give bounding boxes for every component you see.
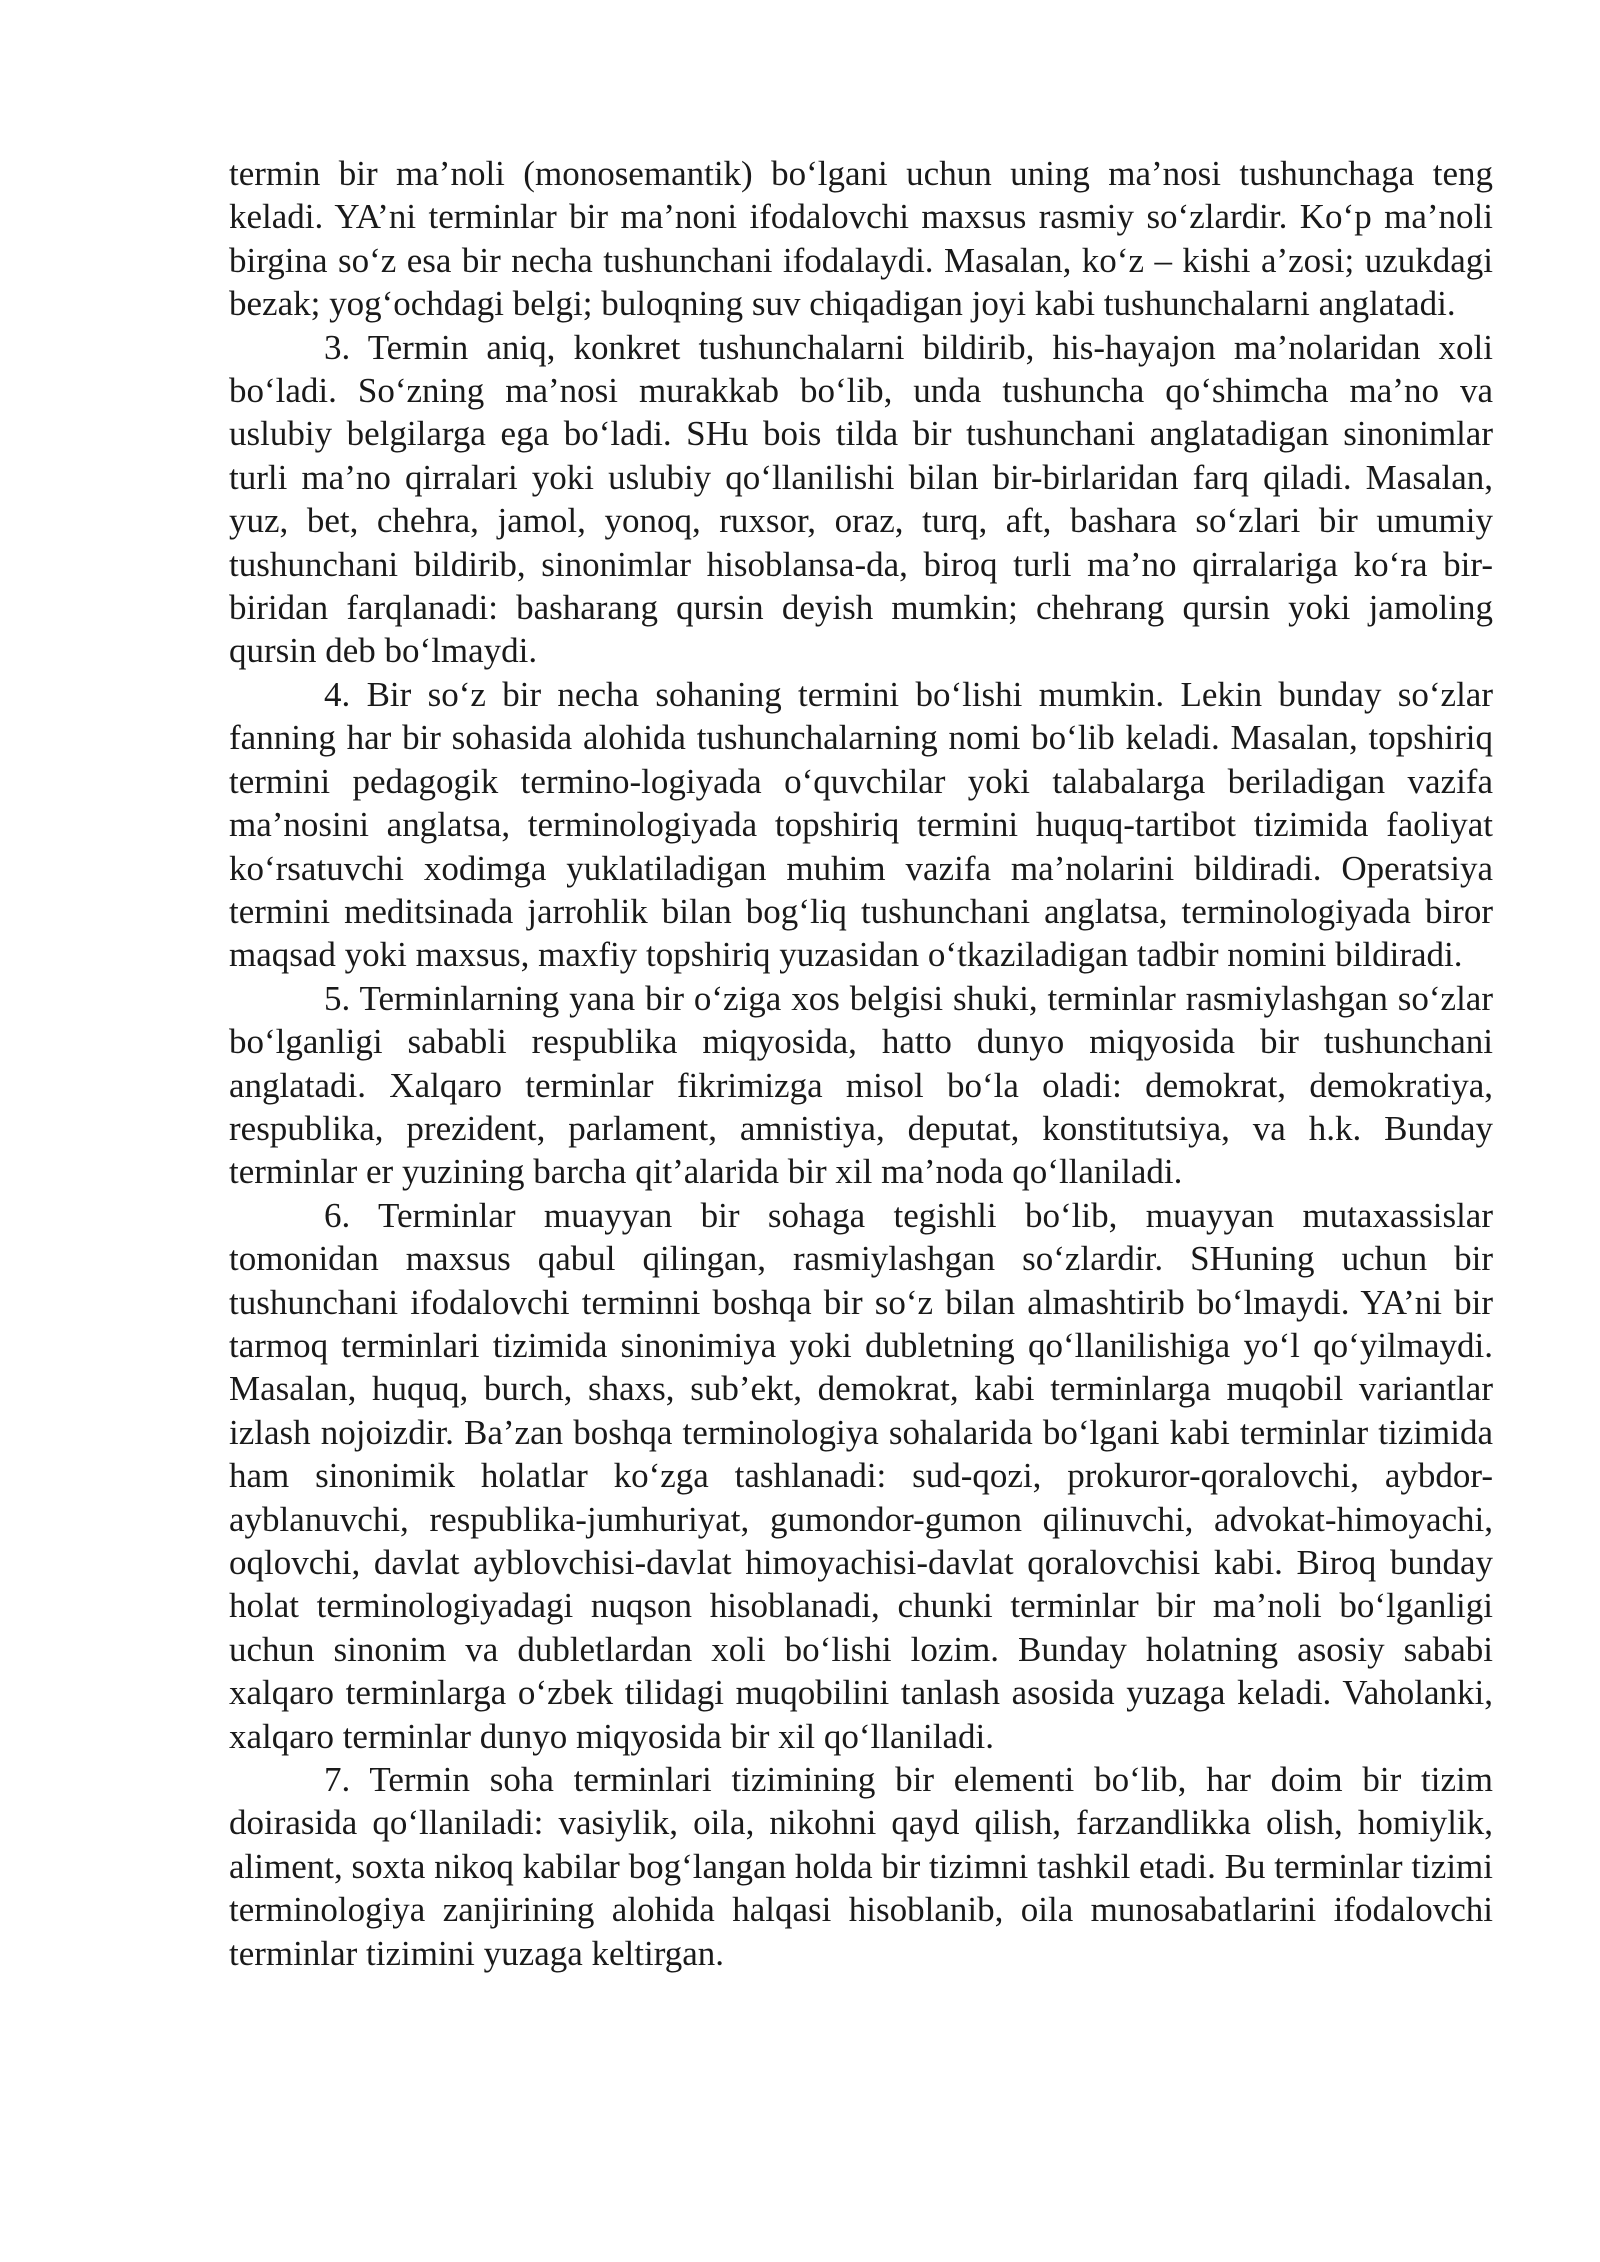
paragraph-point-6: 6. Terminlar muayyan bir sohaga tegishli bo‘lib, muayyan mutaxassislar tomonidan maxsus qabul qilingan, rasmiylashgan so‘zlardir. SHuning uchun bir tushunchani ifodalovchi terminni boshqa bir so‘z bilan almashtirib bo‘lmaydi. YA’ni bir tarmoq terminlari tizimida sinonimiya yoki dubletning qo‘llanilishiga yo‘l qo‘yilmaydi. Masalan, huquq, burch, shaxs, sub’ekt, demokrat, kabi terminlarga muqobil variantlar izlash nojoizdir. Ba’zan boshqa terminologiya sohalarida bo‘lgani kabi terminlar tizimida ham sinonimik holatlar ko‘zga tashlanadi: sud-qozi, prokuror-qoralovchi, aybdor-ayblanuvchi, respublika-jumhuriyat, gumondor-gumon qilinuvchi, advokat-himoyachi, oqlovchi, davlat ayblovchisi-davlat himoyachisi-davlat qoralovchisi kabi. Biroq bunday holat terminologiyadagi nuqson hisoblanadi, chunki terminlar bir ma’noli bo‘lganligi uchun sinonim va dubletlardan xoli bo‘lishi lozim. Bunday holatning asosiy sababi xalqaro terminlarga o‘zbek tilidagi muqobilini tanlash asosida yuzaga keladi. Vaholanki, xalqaro terminlar dunyo miqyosida bir xil qo‘llaniladi. [229, 1195, 1493, 1756]
paragraph-point-3: 3. Termin aniq, konkret tushunchalarni bildirib, his-hayajon ma’nolaridan xoli bo‘ladi. So‘zning ma’nosi murakkab bo‘lib, unda tushuncha qo‘shimcha ma’no va uslubiy belgilarga ega bo‘ladi. SHu bois tilda bir tushunchani anglatadigan sinonimlar turli ma’no qirralari yoki uslubiy qo‘llanilishi bilan bir-birlaridan farq qiladi. Masalan, yuz, bet, chehra, jamol, yonoq, ruxsor, oraz, turq, aft, bashara so‘zlari bir umumiy tushunchani bildirib, sinonimlar hisoblansa-da, biroq turli ma’no qirralariga ko‘ra bir-biridan farqlanadi: basharang qursin deyish mumkin; chehrang qursin yoki jamoling qursin deb bo‘lmaydi. [229, 327, 1493, 671]
paragraph-point-4: 4. Bir so‘z bir necha sohaning termini bo‘lishi mumkin. Lekin bunday so‘zlar fanning har bir sohasida alohida tushunchalarning nomi bo‘lib keladi. Masalan, topshiriq termini pedagogik termino-logiyada o‘quvchilar yoki talabalarga beriladigan vazifa ma’nosini anglatsa, terminologiyada topshiriq termini huquq-tartibot tizimida faoliyat ko‘rsatuvchi xodimga yuklatiladigan muhim vazifa ma’nolarini bildiradi. Operatsiya termini meditsinada jarrohlik bilan bog‘liq tushunchani anglatsa, terminologiyada biror maqsad yoki maxsus, maxfiy topshiriq yuzasidan o‘tkaziladigan tadbir nomini bildiradi. [229, 674, 1493, 975]
document-page [229, 152, 1493, 1975]
paragraph-continuation: termin bir ma’noli (monosemantik) bo‘lgani uchun uning ma’nosi tushunchaga teng keladi. YA’ni terminlar bir ma’noni ifodalovchi maxsus rasmiy so‘zlardir. Ko‘p ma’noli birgina so‘z esa bir necha tushunchani ifodalaydi. Masalan, ko‘z – kishi a’zosi; uzukdagi bezak; yog‘ochdagi belgi; buloqning suv chiqadigan joyi kabi tushunchalarni anglatadi. [229, 154, 1493, 324]
paragraph-point-7: 7. Termin soha terminlari tizimining bir elementi bo‘lib, har doim bir tizim doirasida qo‘llaniladi: vasiylik, oila, nikohni qayd qilish, farzandlikka olish, homiylik, aliment, soxta nikoq kabilar bog‘langan holda bir tizimni tashkil etadi. Bu terminlar tizimi terminologiya zanjirining alohida halqasi hisoblanib, oila munosabatlarini ifodalovchi terminlar tizimini yuzaga keltirgan. [229, 1760, 1493, 1973]
paragraph-point-5: 5. Terminlarning yana bir o‘ziga xos belgisi shuki, terminlar rasmiylashgan so‘zlar bo‘lganligi sababli respublika miqyosida, hatto dunyo miqyosida bir tushunchani anglatadi. Xalqaro terminlar fikrimizga misol bo‘la oladi: demokrat, demokratiya, respublika, prezident, parlament, amnistiya, deputat, konstitutsiya, va h.k. Bunday terminlar er yuzining barcha qit’alarida bir xil ma’noda qo‘llaniladi. [229, 978, 1493, 1192]
